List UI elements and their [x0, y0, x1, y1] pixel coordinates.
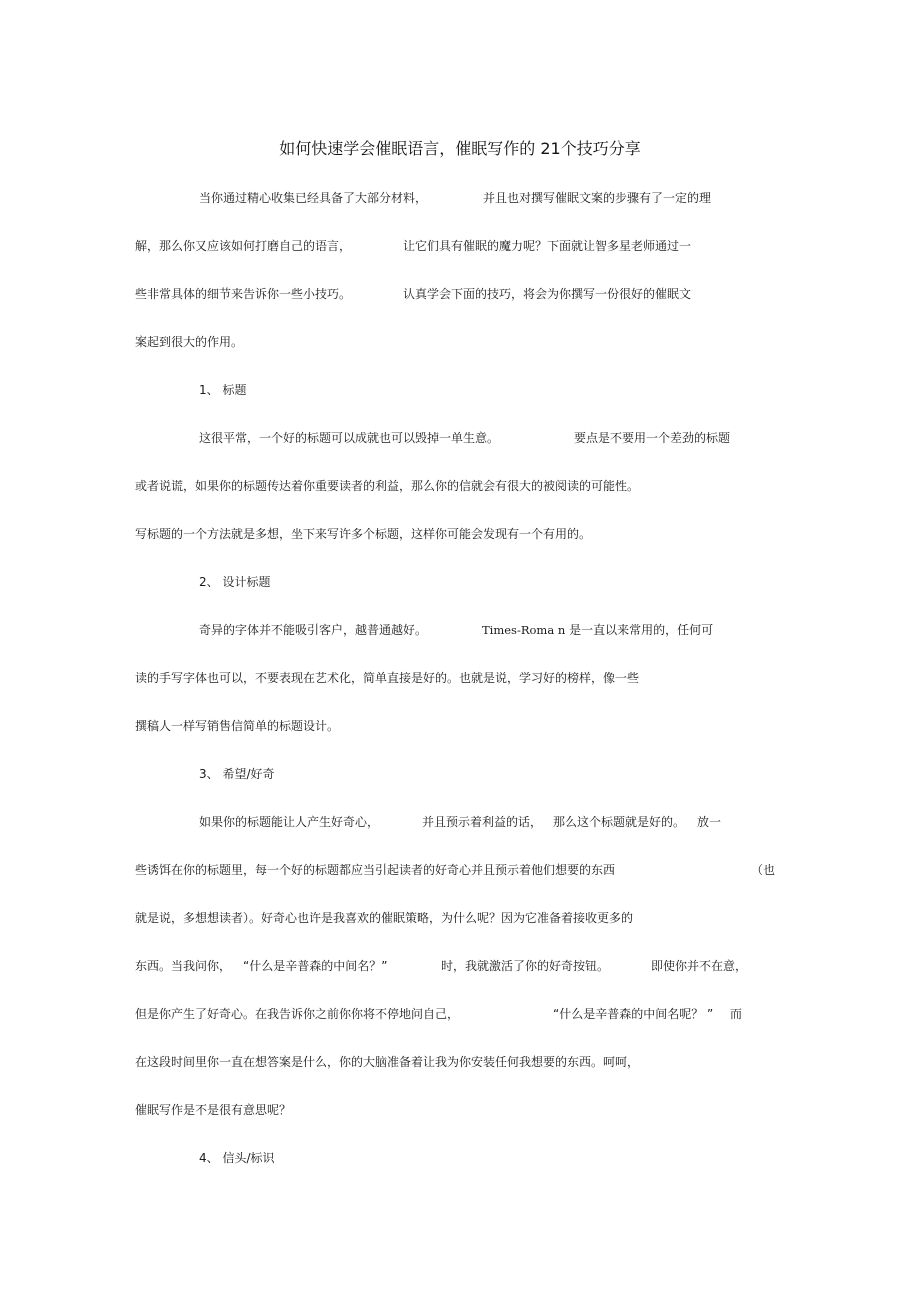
s2-line-1b [482, 622, 713, 638]
intro-line-2a: 解，那么你又应该如何打磨自己的语言， [135, 239, 352, 253]
s1-line-1a: 这很平常，一个好的标题可以成就也可以毁掉一单生意。 [199, 431, 500, 445]
intro-line-3a: 些非常具体的细节来告诉你一些小技巧。 [135, 287, 352, 301]
document-title: 如何快速学会催眠语言，催眠写作的 21个技巧分享 [279, 139, 641, 158]
s2-line-1b-rest: 是一直以来常用的，任何可 [565, 623, 714, 637]
s2-line-3: 撰稿人一样写销售信简单的标题设计。 [135, 719, 340, 733]
s3-line-4b: “什么是辛普森的中间名？” [243, 959, 388, 973]
s2-font-name: Times-Roma n [482, 623, 566, 637]
s3-line-1c: 那么这个标题就是好的。 [553, 815, 686, 829]
s3-line-4c: 时，我就激活了你的好奇按钮。 [441, 959, 610, 973]
s2-line-2: 读的手写字体也可以，不要表现在艺术化，简单直接是好的。也就是说，学习好的榜样，像一些 [135, 671, 640, 685]
section-1-heading: 1、 标题 [199, 383, 247, 397]
s3-line-5b: “什么是辛普森的中间名呢？ ” [553, 1007, 714, 1021]
s3-line-4a: 东西。当我问你， [135, 959, 232, 973]
s3-line-4d: 即使你并不在意， [651, 959, 748, 973]
s1-line-1b: 要点是不要用一个差劲的标题 [574, 431, 731, 445]
s3-line-1b: 并且预示着利益的话， [422, 815, 543, 829]
section-2-heading: 2、 设计标题 [199, 575, 271, 589]
section-4-heading: 4、 信头/标识 [199, 1151, 275, 1165]
section-3-heading: 3、 希望/好奇 [199, 767, 275, 781]
s3-line-5c: 而 [730, 1007, 743, 1021]
s3-line-6: 在这段时间里你一直在想答案是什么，你的大脑准备着让我为你安装任何我想要的东西。呵呵， [135, 1055, 640, 1069]
intro-line-2b: 让它们具有催眠的魔力呢？下面就让智多星老师通过一 [403, 239, 692, 253]
s3-line-2b: （也 [751, 863, 776, 877]
intro-line-3b: 认真学会下面的技巧，将会为你撰写一份很好的催眠文 [403, 287, 692, 301]
s3-line-5a: 但是你产生了好奇心。在我告诉你之前你你将不停地问自己， [135, 1007, 460, 1021]
intro-line-1a: 当你通过精心收集已经具备了大部分材料， [199, 191, 428, 205]
s3-line-7: 催眠写作是不是很有意思呢？ [135, 1103, 292, 1117]
s3-line-1a: 如果你的标题能让人产生好奇心， [199, 815, 380, 829]
s3-line-1d: 放一 [697, 815, 722, 829]
intro-line-4: 案起到很大的作用。 [135, 335, 244, 349]
s2-line-1a: 奇异的字体并不能吸引客户，越普通越好。 [199, 623, 428, 637]
intro-line-1b: 并且也对撰写催眠文案的步骤有了一定的理 [483, 191, 712, 205]
s3-line-2a: 些诱饵在你的标题里，每一个好的标题都应当引起读者的好奇心并且预示着他们想要的东西 [135, 863, 616, 877]
s3-line-3: 就是说，多想想读者）。好奇心也许是我喜欢的催眠策略，为什么呢？因为它准备着接收更多的 [135, 911, 634, 925]
s1-line-2: 或者说谎，如果你的标题传达着你重要读者的利益，那么你的信就会有很大的被阅读的可能性。 [135, 479, 640, 493]
s1-line-3: 写标题的一个方法就是多想，坐下来写许多个标题，这样你可能会发现有一个有用的。 [135, 527, 592, 541]
